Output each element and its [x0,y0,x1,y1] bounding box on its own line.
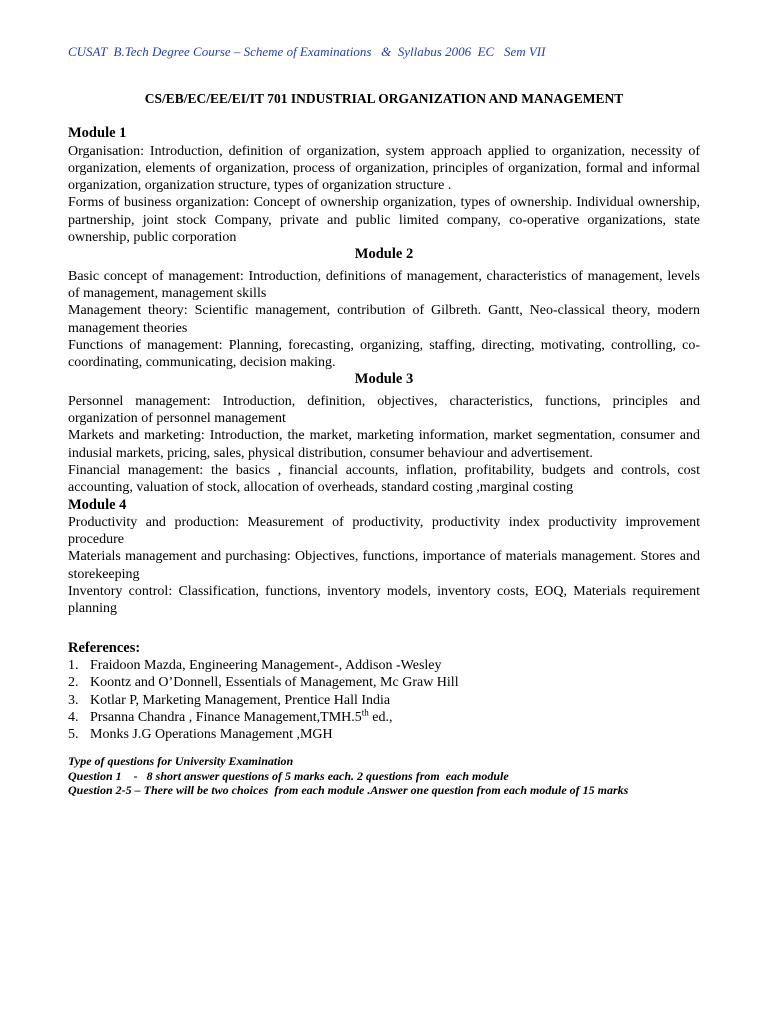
reference-text [90,709,393,726]
module-heading: Module 1 [68,125,127,142]
running-header: CUSAT B.Tech Degree Course – Scheme of Examinations & Syllabus 2006 EC Sem VII [68,44,546,59]
module-paragraph: Basic concept of management: Introduction, definitions of management, characteristics of management, levels of management, management skills [68,268,700,301]
module-paragraph: Personnel management: Introduction, definition, objectives, characteristics, functions, principles and organization of personnel management [68,393,700,427]
reference-text: Monks J.G Operations Management ,MGH [90,727,333,743]
exam-question-2-5: Question 2-5 – There will be two choices from each module .Answer one question from each module of 15 marks [68,783,629,798]
references-heading: References: [68,639,141,656]
reference-item [68,709,700,726]
module-4 [68,497,700,618]
exam-question-1: Question 1 - 8 short answer questions of 5 marks each. 2 questions from each module [68,768,509,783]
ordinal-superscript: th [361,707,369,718]
reference-text-tail: ed., [368,709,393,725]
module-heading: Module 4 [68,496,127,513]
module-paragraph: Organisation: Introduction, definition of organization, system approach applied to organization, necessity of organization, elements of organization, process of organization, principles of organization, formal and informal organization, organization structure, types of organization structure . [68,143,700,194]
reference-number: 1. [68,657,79,673]
reference-number: 3. [68,692,79,708]
module-heading: Module 3 [354,371,414,388]
syllabus-body [68,90,700,798]
reference-text: Fraidoon Mazda, Engineering Management-, Addison -Wesley [90,657,442,673]
reference-item [68,674,700,691]
module-paragraph: Functions of management: Planning, forecasting, organizing, staffing, directing, motivating, controlling, co-coordinating, communicating, decision making. [68,337,700,371]
module-paragraph: Forms of business organization: Concept of ownership organization, types of ownership. Individual ownership, partnership, joint stock Company, private and public limited company, co-operative organizations, state ownership, public corporation [68,195,700,246]
module-paragraph: Financial management: the basics , financial accounts, inflation, profitability, budgets and controls, cost accounting, valuation of stock, allocation of overheads, standard costing ,marginal costing [68,462,700,496]
references-section [68,640,700,744]
course-title: CS/EB/EC/EE/EI/IT 701 INDUSTRIAL ORGANIZATION AND MANAGEMENT [144,91,624,106]
reference-number: 4. [68,709,79,725]
module-1 [68,125,700,246]
module-paragraph: Inventory control: Classification, functions, inventory models, inventory costs, EOQ, Materials requirement planning [68,584,700,617]
module-paragraph: Markets and marketing: Introduction, the market, marketing information, market segmentation, consumer and indusial markets, pricing, sales, physical distribution, consumer behaviour and advertisement. [68,428,700,461]
module-heading: Module 2 [354,246,414,263]
reference-text-main: Prsanna Chandra , Finance Management,TMH.5 [90,709,362,725]
exam-heading: Type of questions for University Examination [68,754,294,769]
reference-number: 2. [68,675,79,691]
reference-text: Koontz and O’Donnell, Essentials of Management, Mc Graw Hill [90,675,459,691]
module-paragraph: Materials management and purchasing: Objectives, functions, importance of materials management. Stores and storekeeping [68,549,700,582]
reference-item [68,726,700,743]
module-2 [68,246,700,371]
references-list [68,657,700,743]
reference-item [68,657,700,674]
reference-item [68,692,700,709]
reference-number: 5. [68,727,79,743]
exam-pattern [68,754,700,798]
module-paragraph: Productivity and production: Measurement of productivity, productivity index productivity improvement procedure [68,514,700,548]
module-3 [68,371,700,496]
reference-text: Kotlar P, Marketing Management, Prentice Hall India [90,692,391,708]
module-paragraph: Management theory: Scientific management, contribution of Gilbreth. Gantt, Neo-classical theory, modern management theories [68,303,700,336]
